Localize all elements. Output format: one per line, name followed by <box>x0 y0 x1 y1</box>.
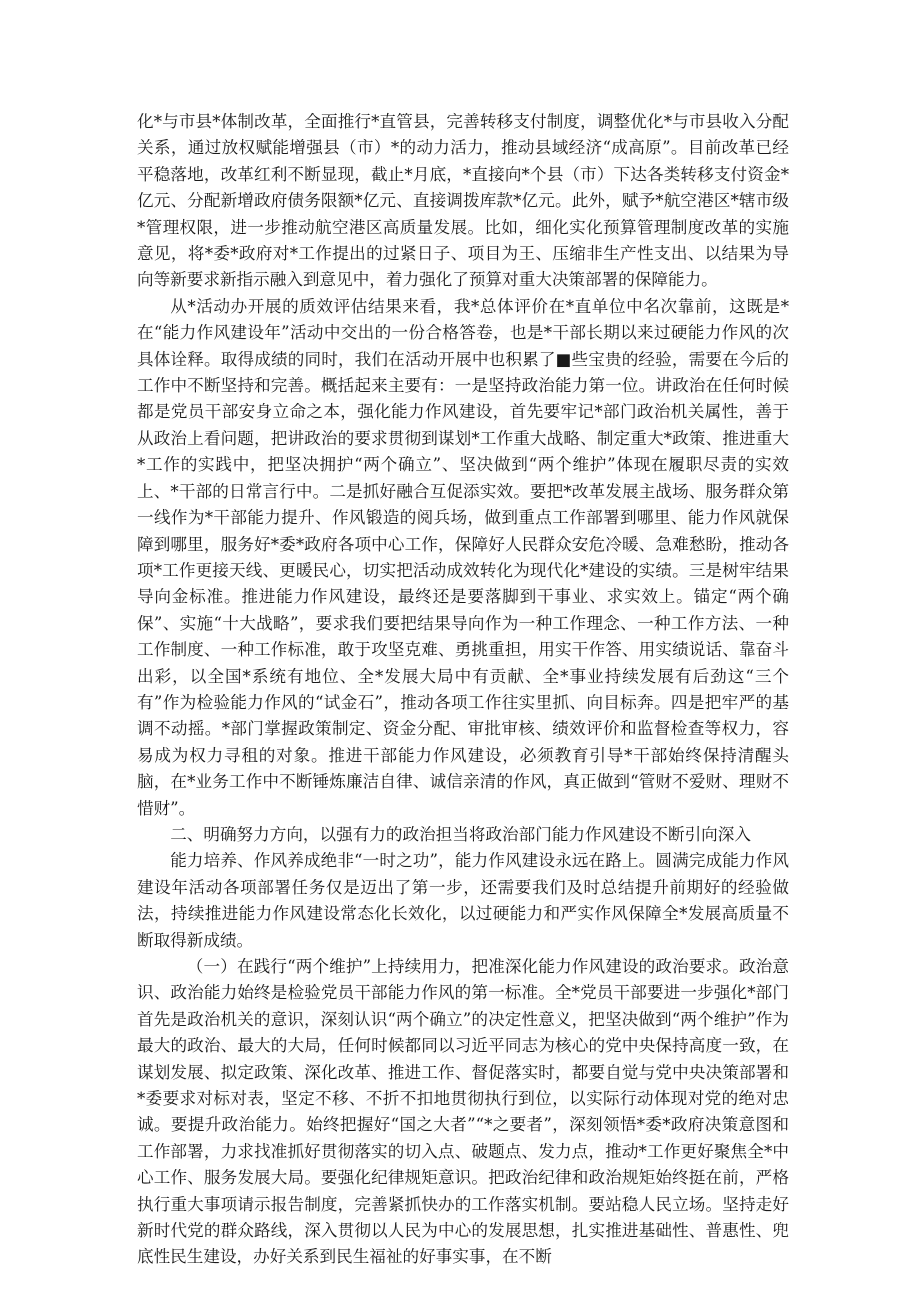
paragraph-evaluation: 从*活动办开展的质效评估结果来看，我*总体评价在*直单位中名次靠前，这既是*在“能力作风建设年”活动中交出的一份合格答卷，也是*干部长期以来过硬能力作风的次具体诠释。取得成绩的同时，我们在活动开展中也积累了■些宝贵的经验，需要在今后的工作中不断坚持和完善。概括起来主要有：一是坚持政治能力第一位。讲政治在任何时候都是党员干部安身立命之本，强化能力作风建设，首先要牢记*部门政治机关属性，善于从政治上看问题，把讲政治的要求贯彻到谋划*工作重大战略、制定重大*政策、推进重大*工作的实践中，把坚决拥护“两个确立”、坚决做到“两个维护”体现在履职尽责的实效上、*干部的日常言行中。二是抓好融合互促添实效。要把*改革发展主战场、服务群众第一线作为*干部能力提升、作风锻造的阅兵场，做到重点工作部署到哪里、能力作风就保障到哪里，服务好*委*政府各项中心工作，保障好人民群众安危冷暖、急难愁盼，推动各项*工作更接天线、更暖民心，切实把活动成效转化为现代化*建设的实绩。三是树牢结果导向金标准。推进能力作风建设，最终还是要落脚到干事业、求实效上。锚定“两个确保”、实施“十大战略”，要求我们要把结果导向作为一种工作理念、一种工作方法、一种工作制度、一种工作标准，敢于攻坚克难、勇挑重担，用实干作答、用实绩说话、靠奋斗出彩，以全国*系统有地位、全*发展大局中有贡献、全*事业持续发展有后劲这“三个有”作为检验能力作风的“试金石”，推动各项工作往实里抓、向目标奔。四是把牢严的基调不动摇。*部门掌握政策制定、资金分配、审批审核、绩效评价和监督检查等权力，容易成为权力寻租的对象。推进干部能力作风建设，必须教育引导*干部始终保持清醒头脑，在*业务工作中不断锤炼廉洁自律、诚信亲清的作风，真正做到“管财不爱财、理财不惜财”。 <box>137 296 789 818</box>
paragraph-subsection-1: （一）在践行“两个维护”上持续用力，把准深化能力作风建设的政治要求。政治意识、政治能力始终是检验党员干部能力作风的第一标准。全*党员干部要进一步强化*部门首先是政治机关的意识，深刻认识“两个确立”的决定性意义，把坚决做到“两个维护”作为最大的政治、最大的大局，任何时候都同以习近平同志为核心的党中央保持高度一致，在谋划发展、拟定政策、深化改革、推进工作、督促落实时，都要自觉与党中央决策部署和*委要求对标对表，坚定不移、不折不扣地贯彻执行到位，以实际行动体现对党的绝对忠诚。要提升政治能力。始终把握好“国之大者”“*之要者”，深刻领悟*委*政府决策意图和工作部署，力求找准抓好贯彻落实的切入点、破题点、发力点，推动*工作更好聚焦全*中心工作、服务发展大局。要强化纪律规矩意识。把政治纪律和政治规矩始终挺在前，严格执行重大事项请示报告制度，完善紧抓快办的工作落实机制。要站稳人民立场。坚持走好新时代党的群众路线，深入贯彻以人民为中心的发展思想，扎实推进基础性、普惠性、兜底性民生建设，办好关系到民生福祉的好事实事，在不断 <box>137 957 789 1267</box>
paragraph-continued: 化*与市县*体制改革，全面推行*直管县，完善转移支付制度，调整优化*与市县收入分配关系，通过放权赋能增强县（市）*的动力活力，推动县域经济“成高原”。目前改革已经平稳落地，改革红利不断显现，截止*月底，*直接向*个县（市）下达各类转移支付资金*亿元、分配新增政府债务限额*亿元、直接调拨库款*亿元。此外，赋予*航空港区*辖市级*管理权限，进一步推动航空港区高质量发展。比如，细化实化预算管理制度改革的实施意见，将*委*政府对*工作提出的过紧日子、项目为王、压缩非生产性支出、以结果为导向等新要求新指示融入到意见中，着力强化了预算对重大决策部署的保障能力。 <box>137 112 789 290</box>
paragraph-intro: 能力培养、作风养成绝非“一时之功”，能力作风建设永远在路上。圆满完成能力作风建设年活动各项部署任务仅是迈出了第一步，还需要我们及时总结提升前期好的经验做法，持续推进能力作风建设常态化长效化，以过硬能力和严实作风保障全*发展高质量不断取得新成绩。 <box>137 851 789 950</box>
section-heading: 二、明确努力方向，以强有力的政治担当将政治部门能力作风建设不断引向深入 <box>170 824 751 844</box>
document-body <box>137 109 789 1271</box>
